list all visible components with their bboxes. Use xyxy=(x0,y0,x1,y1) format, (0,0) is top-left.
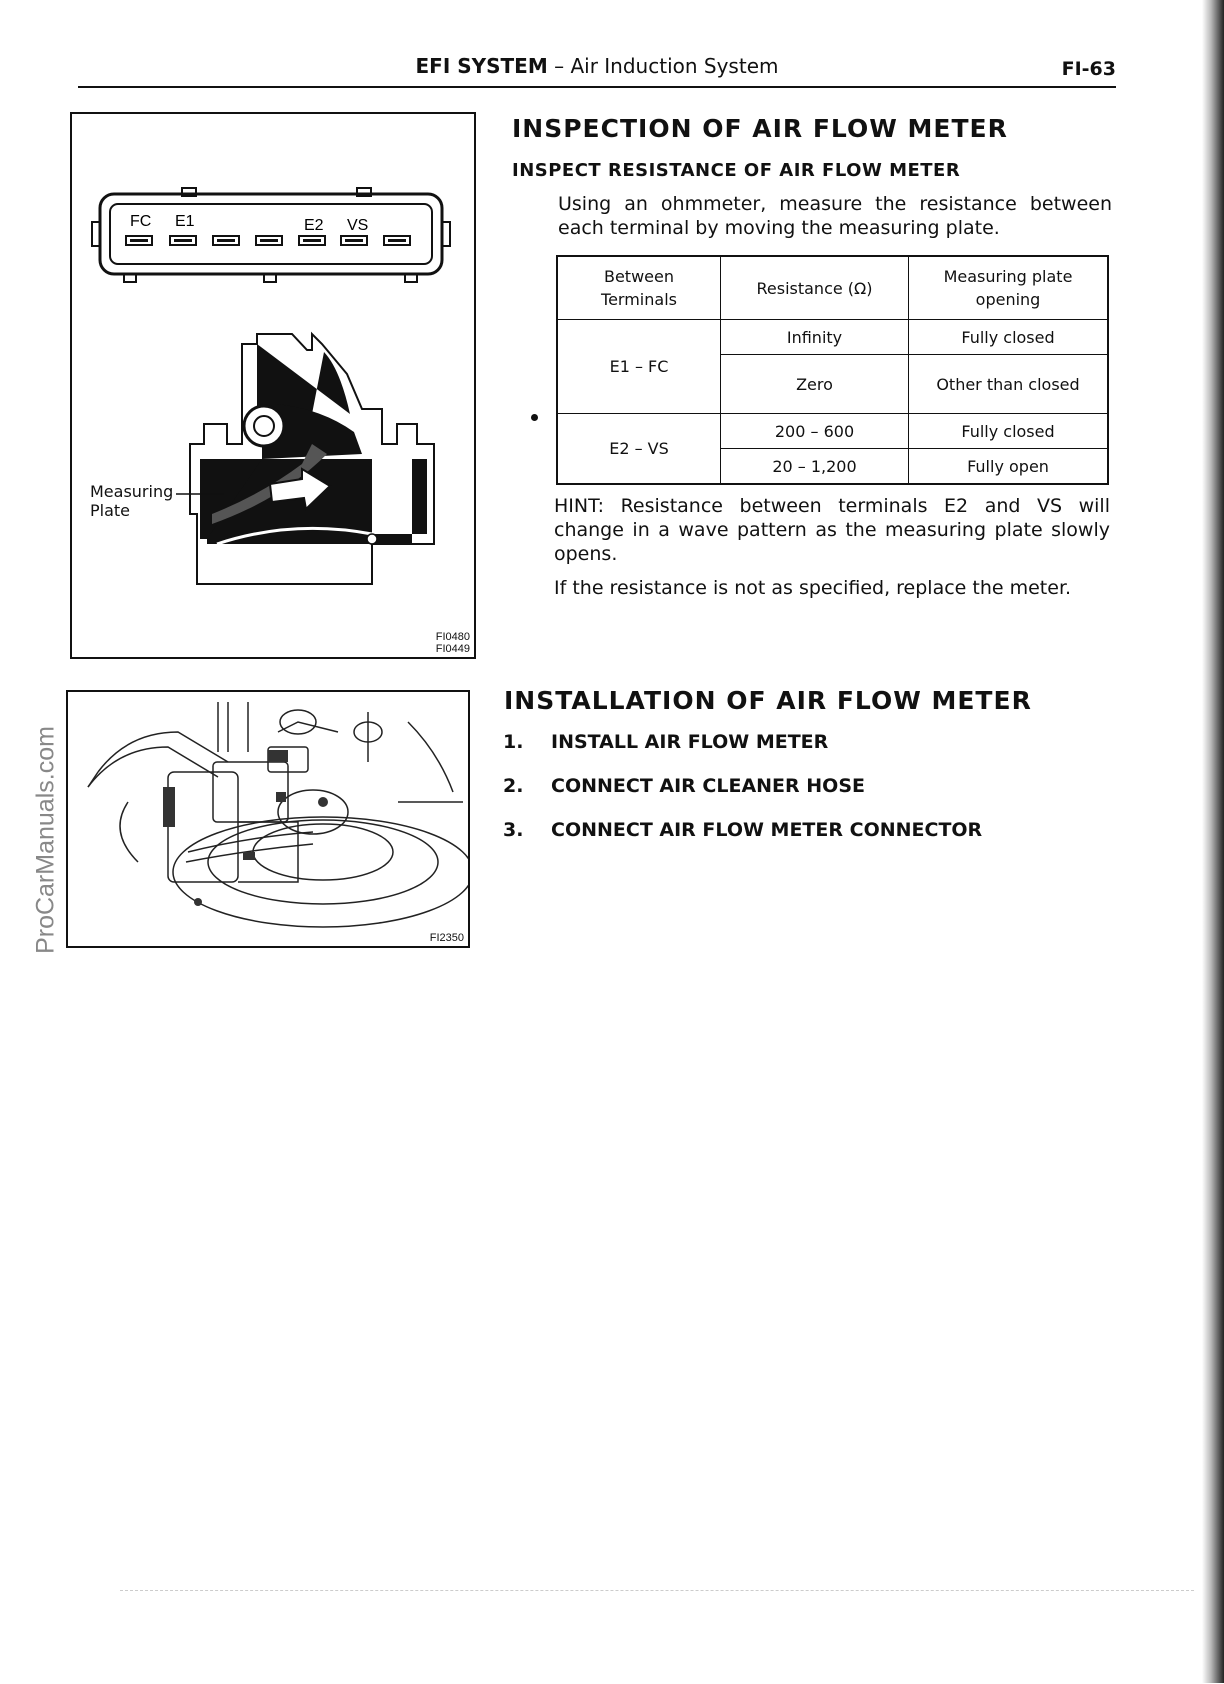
table-cell-resistance: 20 – 1,200 xyxy=(721,449,909,485)
step-number: 2. xyxy=(503,775,524,797)
step-number: 1. xyxy=(503,731,524,753)
step-text: INSTALL AIR FLOW METER xyxy=(551,731,829,753)
table-row xyxy=(557,320,1108,355)
table-cell-opening: Fully closed xyxy=(909,320,1109,355)
table-row xyxy=(557,414,1108,449)
replace-note: If the resistance is not as specified, replace the meter. xyxy=(554,577,1072,599)
figure-connector-measuring-plate xyxy=(70,112,476,659)
inspection-intro: Using an ohmmeter, measure the resistance between each terminal by moving the measuring plate. xyxy=(558,193,1112,239)
figure-installation-engine-bay xyxy=(66,690,470,948)
table-cell-terminals: E2 – VS xyxy=(557,414,721,485)
hint-paragraph: HINT: Resistance between terminals E2 and VS will change in a wave pattern as the measuring plate slowly opens. xyxy=(554,495,1110,565)
header-dash: – xyxy=(547,54,571,78)
connector-diagram xyxy=(72,114,474,657)
header-subsystem: Air Induction System xyxy=(570,54,779,78)
terminal-label-fc: FC xyxy=(130,213,152,230)
table-cell-opening: Other than closed xyxy=(909,355,1109,414)
installation-title: INSTALLATION OF AIR FLOW METER xyxy=(504,686,1032,715)
header-title xyxy=(78,54,1116,78)
figure-code: FI2350 xyxy=(429,932,464,944)
table-cell-opening: Fully open xyxy=(909,449,1109,485)
terminal-label-e2: E2 xyxy=(304,217,324,234)
air-flow-meter-drawing xyxy=(176,334,434,584)
page-header xyxy=(78,50,1116,88)
table-cell-resistance: Infinity xyxy=(721,320,909,355)
header-system: EFI SYSTEM xyxy=(415,54,548,78)
watermark: ProCarManuals.com xyxy=(31,726,60,954)
step-text: CONNECT AIR FLOW METER CONNECTOR xyxy=(551,819,983,841)
page-number: FI-63 xyxy=(1061,58,1116,80)
table-header-cell: Measuring plate opening xyxy=(909,256,1109,320)
page-edge-shadow xyxy=(1202,0,1224,1683)
inspection-title: INSPECTION OF AIR FLOW METER xyxy=(512,114,1008,143)
table-header-cell: Resistance (Ω) xyxy=(721,256,909,320)
installation-drawing xyxy=(68,692,468,946)
step-text: CONNECT AIR CLEANER HOSE xyxy=(551,775,865,797)
installation-step-3 xyxy=(503,819,982,841)
table-header-row xyxy=(557,256,1108,320)
terminal-label-e1: E1 xyxy=(175,213,195,230)
terminal-label-vs: VS xyxy=(347,217,369,234)
table-header-cell: Between Terminals xyxy=(557,256,721,320)
resistance-table xyxy=(556,255,1109,485)
table-cell-opening: Fully closed xyxy=(909,414,1109,449)
table-cell-resistance: 200 – 600 xyxy=(721,414,909,449)
installation-step-2 xyxy=(503,775,865,797)
table-cell-resistance: Zero xyxy=(721,355,909,414)
step-number: 3. xyxy=(503,819,524,841)
table-cell-terminals: E1 – FC xyxy=(557,320,721,414)
bullet-dot xyxy=(531,414,538,421)
inspection-subtitle: INSPECT RESISTANCE OF AIR FLOW METER xyxy=(512,160,961,181)
page-bottom-margin xyxy=(120,1590,1194,1684)
installation-step-1 xyxy=(503,731,828,753)
figure-code: FI0480 FI0449 xyxy=(435,631,470,655)
measuring-plate-label: Measuring Plate xyxy=(90,482,174,520)
